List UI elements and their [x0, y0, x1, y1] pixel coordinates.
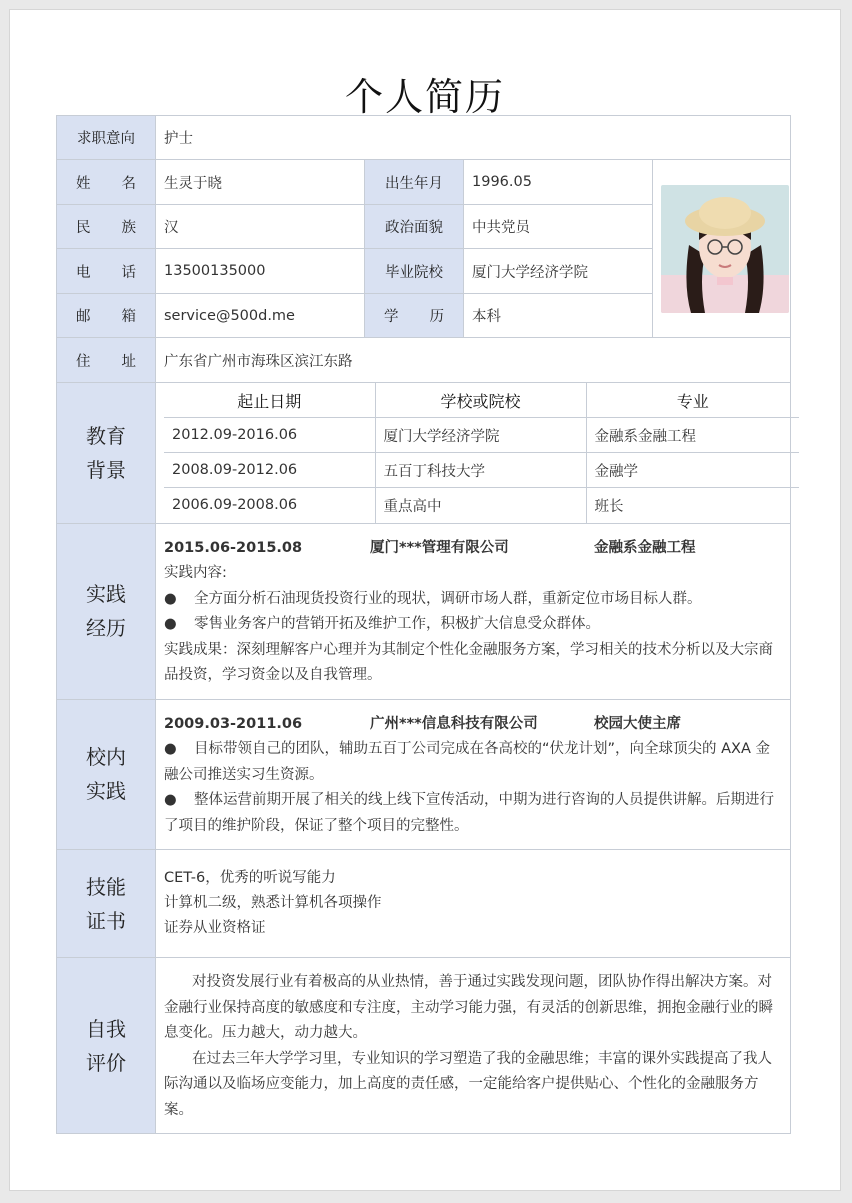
education-entry [164, 488, 799, 523]
name-row [57, 160, 791, 205]
skill-item: 计算机二级，熟悉计算机各项操作 [164, 895, 382, 911]
education-entry [164, 453, 799, 488]
education-header: 起止日期 [164, 383, 375, 418]
practice-result: 实践成果：深刻理解客户心理并为其制定个性化金融服务方案，学习相关的技术分析以及大宗商品投资，学习资金以及自我管理。 [164, 641, 773, 683]
politics-value: 中共党员 [464, 205, 653, 249]
education-major: 金融系金融工程 [586, 418, 799, 453]
self-eval-label: 自我 评价 [57, 958, 156, 1134]
self-eval-paragraph: 在过去三年大学学习里，专业知识的学习塑造了我的金融思维；丰富的课外实践提高了我人际沟通以及临场应变能力，加上高度的责任感，一定能给客户提供贴心、个性化的金融服务方案。 [164, 1050, 772, 1118]
degree-label: 学历 [365, 294, 464, 338]
education-period: 2008.09-2012.06 [164, 453, 375, 488]
practice-label: 实践 经历 [57, 523, 156, 699]
photo-cell [653, 160, 791, 338]
ethnic-label: 民族 [57, 205, 156, 249]
address-value: 广东省广州市海珠区滨江东路 [156, 338, 791, 383]
education-cell [156, 383, 791, 524]
phone-value: 13500135000 [156, 249, 365, 294]
education-period: 2006.09-2008.06 [164, 488, 375, 523]
practice-heading [164, 536, 782, 562]
education-period: 2012.09-2016.06 [164, 418, 375, 453]
address-label: 住址 [57, 338, 156, 383]
bullet-icon: ● [164, 590, 177, 607]
campus-bullet: ● 目标带领自己的团队，辅助五百丁公司完成在各高校的“伏龙计划”，向全球顶尖的 AXA 金融公司推送实习生资源。 [164, 737, 782, 788]
education-header: 学校或院校 [375, 383, 586, 418]
name-value: 生灵于晓 [156, 160, 365, 205]
name-label: 姓名 [57, 160, 156, 205]
education-row [57, 383, 791, 524]
resume-table [56, 115, 791, 1134]
practice-content-label: 实践内容: [164, 565, 227, 581]
self-eval-cell [156, 958, 791, 1134]
bullet-icon: ● [164, 616, 177, 632]
education-school: 五百丁科技大学 [375, 453, 586, 488]
profile-photo [661, 185, 789, 313]
skills-row [57, 850, 791, 958]
school-value: 厦门大学经济学院 [464, 249, 653, 294]
school-label: 毕业院校 [365, 249, 464, 294]
email-value: service@500d.me [156, 294, 365, 338]
address-row [57, 338, 791, 383]
job-value: 护士 [156, 116, 791, 160]
campus-cell [156, 699, 791, 850]
self-eval-paragraph: 对投资发展行业有着极高的从业热情，善于通过实践发现问题，团队协作得出解决方案。对金融行业保持高度的敏感度和专注度，主动学习能力强，有灵活的创新思维，拥抱金融行业的瞬息变化。压力越大，动力越大。 [164, 974, 773, 1041]
bullet-icon: ● [164, 741, 177, 757]
education-school: 重点高中 [375, 488, 586, 523]
skill-item: CET-6，优秀的听说写能力 [164, 870, 336, 886]
phone-label: 电话 [57, 249, 156, 294]
campus-bullet: ● 整体运营前期开展了相关的线上线下宣传活动，中期为进行咨询的人员提供讲解。后期进行了项目的维护阶段，保证了整个项目的完整性。 [164, 788, 782, 839]
campus-company: 广州***信息科技有限公司 [370, 715, 538, 732]
practice-row [57, 523, 791, 699]
campus-period: 2009.03-2011.06 [164, 715, 303, 732]
practice-cell [156, 523, 791, 699]
campus-row [57, 699, 791, 850]
education-entry [164, 418, 799, 453]
job-label: 求职意向 [57, 116, 156, 160]
birth-value: 1996.05 [464, 160, 653, 205]
education-label: 教育 背景 [57, 383, 156, 524]
practice-bullet: ● 全方面分析石油现货投资行业的现状，调研市场人群，重新定位市场目标人群。 [164, 587, 782, 613]
campus-label: 校内 实践 [57, 699, 156, 850]
education-header-row [164, 383, 799, 418]
education-table [164, 383, 799, 523]
birth-label: 出生年月 [365, 160, 464, 205]
practice-company: 厦门***管理有限公司 [370, 539, 509, 556]
skills-cell [156, 850, 791, 958]
politics-label: 政治面貌 [365, 205, 464, 249]
email-label: 邮箱 [57, 294, 156, 338]
campus-role: 校园大使主席 [594, 715, 681, 732]
education-header: 专业 [586, 383, 799, 418]
education-school: 厦门大学经济学院 [375, 418, 586, 453]
campus-heading [164, 712, 782, 738]
degree-value: 本科 [464, 294, 653, 338]
resume-page [9, 9, 841, 1191]
bullet-icon: ● [164, 792, 177, 808]
skills-label: 技能 证书 [57, 850, 156, 958]
education-major: 班长 [594, 498, 624, 515]
skill-item: 证券从业资格证 [164, 920, 266, 936]
job-row [57, 116, 791, 160]
self-eval-row [57, 958, 791, 1134]
page-title: 个人简历 [344, 75, 505, 119]
practice-role: 金融系金融工程 [594, 539, 696, 556]
education-major: 金融学 [586, 453, 799, 488]
practice-period: 2015.06-2015.08 [164, 539, 303, 556]
ethnic-value: 汉 [156, 205, 365, 249]
practice-bullet: ● 零售业务客户的营销开拓及维护工作，积极扩大信息受众群体。 [164, 612, 782, 638]
